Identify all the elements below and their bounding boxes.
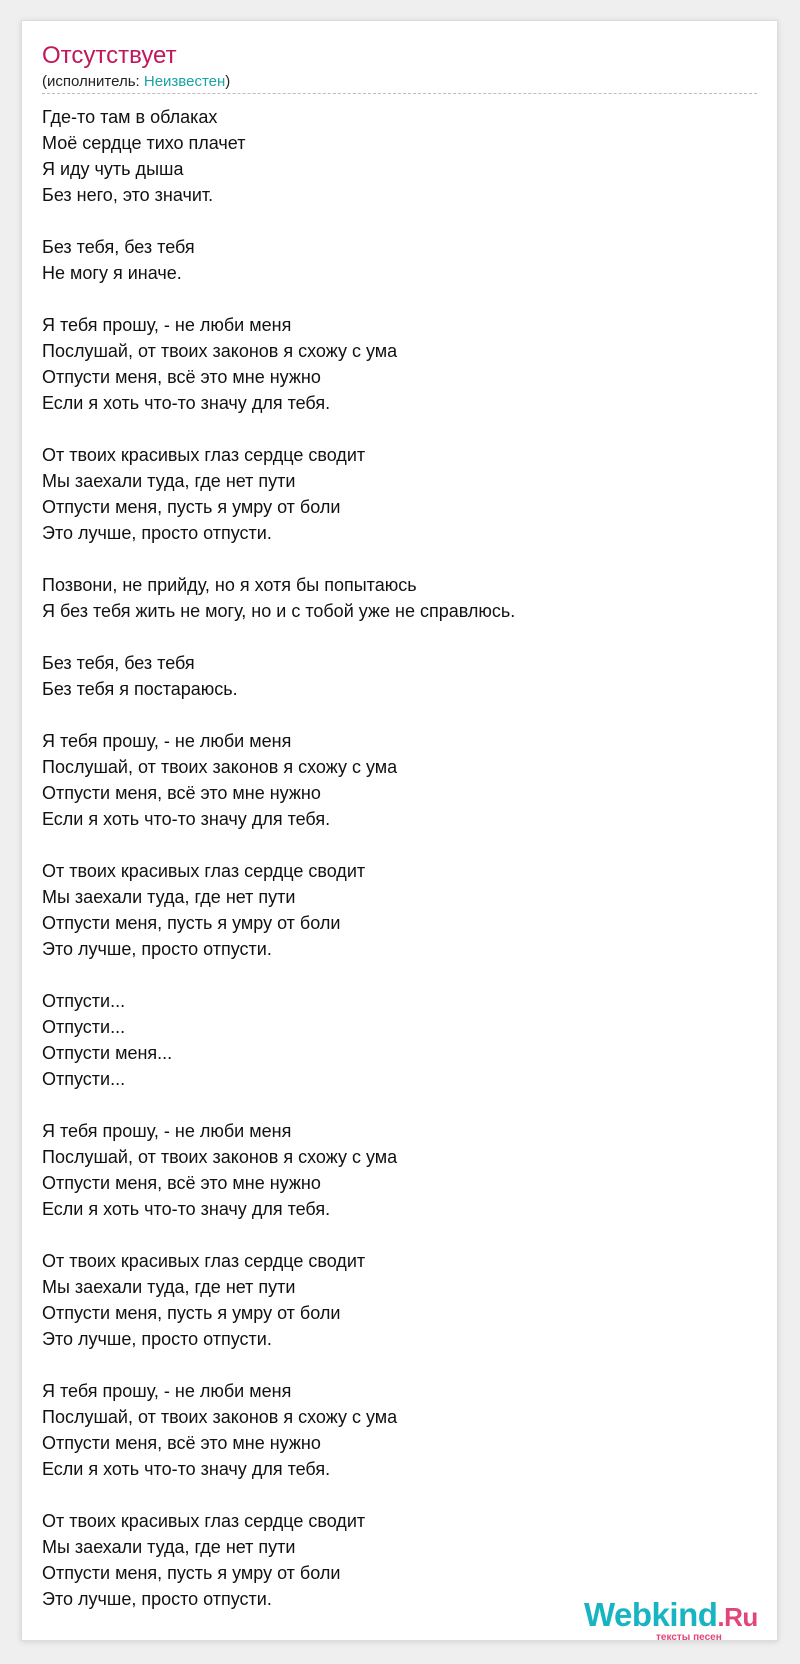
lyric-line: Отпусти... — [42, 1069, 126, 1089]
lyrics-stanza — [42, 650, 742, 702]
logo-brand: Webkind — [584, 1596, 718, 1633]
lyric-line: Не могу я иначе. — [42, 263, 182, 283]
lyrics-stanza — [42, 858, 742, 962]
lyric-line: Без тебя я постараюсь. — [42, 679, 238, 699]
lyric-line: Я тебя прошу, - не люби меня — [42, 315, 292, 335]
lyric-line: Отпусти меня, всё это мне нужно — [42, 1433, 321, 1453]
lyric-line: Это лучше, просто отпусти. — [42, 1329, 272, 1349]
song-title: Отсутствует — [42, 42, 177, 69]
lyric-line: От твоих красивых глаз сердце сводит — [42, 1511, 366, 1531]
lyric-line: Мы заехали туда, где нет пути — [42, 887, 296, 907]
lyric-line: Я без тебя жить не могу, но и с тобой уже не справлюсь. — [42, 601, 516, 621]
lyrics-stanza — [42, 1378, 742, 1482]
lyric-line: Отпусти меня, всё это мне нужно — [42, 783, 321, 803]
logo-tagline: тексты песен — [656, 1632, 722, 1643]
lyric-line: Отпусти меня... — [42, 1043, 173, 1063]
lyric-line: От твоих красивых глаз сердце сводит — [42, 1251, 366, 1271]
lyrics-stanza — [42, 104, 742, 208]
logo-tld: .Ru — [717, 1602, 758, 1632]
lyrics-stanza — [42, 312, 742, 416]
lyric-line: Я тебя прошу, - не люби меня — [42, 1381, 292, 1401]
lyric-line: Если я хоть что-то значу для тебя. — [42, 809, 331, 829]
lyric-line: Я иду чуть дыша — [42, 159, 184, 179]
artist-prefix: (исполнитель: — [42, 73, 144, 90]
lyrics-stanza — [42, 728, 742, 832]
lyrics-stanza — [42, 234, 742, 286]
lyric-line: Где-то там в облаках — [42, 107, 218, 127]
logo-wordmark — [584, 1597, 758, 1635]
lyric-line: Отпусти меня, пусть я умру от боли — [42, 913, 341, 933]
lyric-line: От твоих красивых глаз сердце сводит — [42, 445, 366, 465]
lyric-line: От твоих красивых глаз сердце сводит — [42, 861, 366, 881]
lyric-line: Отпусти меня, всё это мне нужно — [42, 1173, 321, 1193]
lyric-line: Это лучше, просто отпусти. — [42, 523, 272, 543]
lyric-line: Отпусти меня, пусть я умру от боли — [42, 1563, 341, 1583]
lyric-line: Если я хоть что-то значу для тебя. — [42, 393, 331, 413]
lyric-line: Я тебя прошу, - не люби меня — [42, 1121, 292, 1141]
lyric-line: Отпусти меня, пусть я умру от боли — [42, 497, 341, 517]
lyric-line: Без тебя, без тебя — [42, 653, 195, 673]
lyric-line: Отпусти... — [42, 991, 126, 1011]
lyric-line: Мы заехали туда, где нет пути — [42, 471, 296, 491]
lyric-line: Послушай, от твоих законов я схожу с ума — [42, 341, 398, 361]
lyric-line: Позвони, не прийду, но я хотя бы попытаюсь — [42, 575, 417, 595]
lyric-line: Послушай, от твоих законов я схожу с ума — [42, 1407, 398, 1427]
lyric-line: Послушай, от твоих законов я схожу с ума — [42, 757, 398, 777]
lyric-line: Если я хоть что-то значу для тебя. — [42, 1199, 331, 1219]
lyrics-stanza — [42, 572, 742, 624]
artist-suffix: ) — [225, 73, 231, 90]
lyrics-stanza — [42, 1248, 742, 1352]
header-divider — [42, 93, 757, 94]
lyrics-body — [42, 104, 742, 1638]
lyric-line: Мы заехали туда, где нет пути — [42, 1277, 296, 1297]
lyric-line: Моё сердце тихо плачет — [42, 133, 246, 153]
site-logo[interactable] — [584, 1597, 774, 1641]
lyric-line: Это лучше, просто отпусти. — [42, 939, 272, 959]
lyric-line: Послушай, от твоих законов я схожу с ума — [42, 1147, 398, 1167]
lyric-line: Отпусти... — [42, 1017, 126, 1037]
artist-link[interactable]: Неизвестен — [143, 73, 226, 90]
lyrics-stanza — [42, 442, 742, 546]
lyric-line: Отпусти меня, пусть я умру от боли — [42, 1303, 341, 1323]
lyric-line: Без тебя, без тебя — [42, 237, 195, 257]
lyric-line: Без него, это значит. — [42, 185, 214, 205]
lyrics-stanza — [42, 988, 742, 1092]
lyric-line: Мы заехали туда, где нет пути — [42, 1537, 296, 1557]
lyric-line: Я тебя прошу, - не люби меня — [42, 731, 292, 751]
lyric-line: Это лучше, просто отпусти. — [42, 1589, 272, 1609]
lyric-line: Отпусти меня, всё это мне нужно — [42, 367, 321, 387]
lyrics-stanza — [42, 1118, 742, 1222]
artist-line — [42, 72, 230, 92]
lyric-line: Если я хоть что-то значу для тебя. — [42, 1459, 331, 1479]
